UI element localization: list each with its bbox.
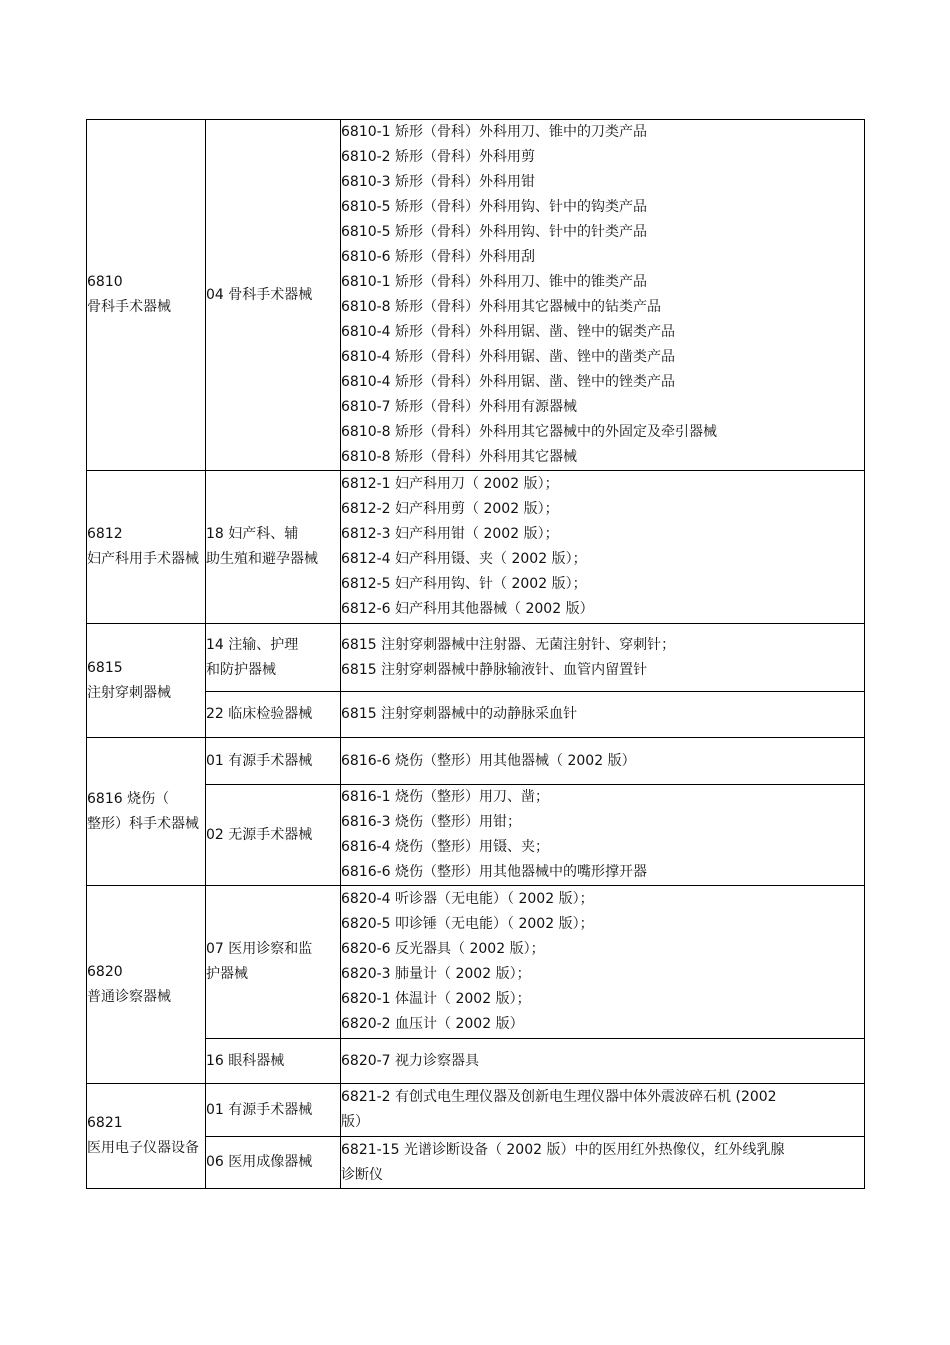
product-item: 6812-1 妇产科用刀（ 2002 版）； [341, 476, 559, 492]
product-item: 6812-5 妇产科用钩、针（ 2002 版）； [341, 576, 587, 592]
table-row [87, 471, 865, 624]
product-item: 6820-2 血压计（ 2002 版） [341, 1016, 524, 1032]
product-item: 6820-6 反光器具（ 2002 版）； [341, 941, 545, 957]
product-item: 6815 注射穿刺器械中静脉输液针、血管内留置针 [341, 661, 648, 678]
product-list-cell [341, 624, 865, 692]
table-row [87, 624, 865, 692]
subcategory-cell: 06 医用成像器械 [206, 1137, 341, 1189]
product-item: 6812-4 妇产科用镊、夹（ 2002 版）； [341, 551, 587, 567]
product-item: 6810-3 矫形（骨科）外科用钳 [341, 174, 536, 190]
product-item: 6810-8 矫形（骨科）外科用其它器械中的外固定及牵引器械 [341, 424, 718, 440]
product-item: 诊断仪 [341, 1166, 383, 1183]
product-list-cell [341, 738, 865, 785]
product-item: 6810-1 矫形（骨科）外科用刀、锥中的刀类产品 [341, 124, 648, 140]
product-item: 6820-4 听诊器（无电能）（ 2002 版）； [341, 891, 594, 907]
product-item: 6815 注射穿刺器械中的动静脉采血针 [341, 706, 578, 722]
product-item: 6821-2 有创式电生理仪器及创新电生理仪器中体外震波碎石机 (2002 [341, 1089, 777, 1105]
product-item: 6821-15 光谱诊断设备（ 2002 版）中的医用红外热像仪，红外线乳腺 [341, 1141, 785, 1158]
product-item: 6816-3 烧伤（整形）用钳； [341, 814, 522, 830]
product-item: 6816-4 烧伤（整形）用镊、夹； [341, 839, 550, 855]
category-cell: 6821 医用电子仪器设备 [87, 1084, 206, 1189]
subcategory-cell: 18 妇产科、辅 助生殖和避孕器械 [206, 471, 341, 624]
product-item: 6810-4 矫形（骨科）外科用锯、凿、锉中的凿类产品 [341, 349, 676, 365]
table-row [87, 738, 865, 785]
product-list-cell [341, 1137, 865, 1189]
product-item: 6810-4 矫形（骨科）外科用锯、凿、锉中的锯类产品 [341, 324, 676, 340]
product-list-cell [341, 120, 865, 471]
category-cell: 6820 普通诊察器械 [87, 886, 206, 1084]
product-item: 6810-8 矫形（骨科）外科用其它器械中的钻类产品 [341, 299, 662, 315]
category-cell: 6816 烧伤（ 整形）科手术器械 [87, 738, 206, 886]
product-item: 6820-3 肺量计（ 2002 版）； [341, 966, 531, 982]
category-cell: 6810 骨科手术器械 [87, 120, 206, 471]
product-item: 6812-2 妇产科用剪（ 2002 版）； [341, 501, 559, 517]
subcategory-cell: 16 眼科器械 [206, 1039, 341, 1084]
product-item: 6810-6 矫形（骨科）外科用刮 [341, 249, 536, 265]
product-item: 6815 注射穿刺器械中注射器、无菌注射针、穿刺针； [341, 636, 676, 653]
table-row [87, 1084, 865, 1137]
product-item: 6816-6 烧伤（整形）用其他器械（ 2002 版） [341, 752, 636, 769]
product-item: 6820-5 叩诊锤（无电能）（ 2002 版）； [341, 916, 594, 932]
product-item: 6810-8 矫形（骨科）外科用其它器械 [341, 449, 578, 465]
product-item: 6810-1 矫形（骨科）外科用刀、锥中的锥类产品 [341, 274, 648, 290]
subcategory-cell: 14 注输、护理 和防护器械 [206, 624, 341, 692]
product-item: 6816-6 烧伤（整形）用其他器械中的嘴形撑开器 [341, 864, 648, 880]
product-item: 版） [341, 1114, 369, 1130]
product-item: 6810-2 矫形（骨科）外科用剪 [341, 149, 536, 165]
product-item: 6812-3 妇产科用钳（ 2002 版）； [341, 526, 559, 542]
table-row [87, 120, 865, 471]
product-item: 6810-4 矫形（骨科）外科用锯、凿、锉中的锉类产品 [341, 374, 676, 390]
subcategory-cell: 04 骨科手术器械 [206, 120, 341, 471]
product-item: 6820-1 体温计（ 2002 版）； [341, 991, 531, 1007]
product-item: 6810-7 矫形（骨科）外科用有源器械 [341, 399, 578, 415]
product-list-cell [341, 886, 865, 1039]
table-row [87, 886, 865, 1039]
subcategory-cell: 01 有源手术器械 [206, 738, 341, 785]
category-cell: 6815 注射穿刺器械 [87, 624, 206, 738]
product-item: 6820-7 视力诊察器具 [341, 1052, 480, 1069]
subcategory-cell: 07 医用诊察和监 护器械 [206, 886, 341, 1039]
product-item: 6812-6 妇产科用其他器械（ 2002 版） [341, 601, 594, 617]
product-list-cell [341, 785, 865, 886]
product-item: 6810-5 矫形（骨科）外科用钩、针中的针类产品 [341, 224, 648, 240]
product-item: 6816-1 烧伤（整形）用刀、凿； [341, 789, 550, 805]
product-list-cell [341, 471, 865, 624]
device-classification-table [86, 119, 865, 1189]
product-list-cell [341, 1084, 865, 1137]
subcategory-cell: 02 无源手术器械 [206, 785, 341, 886]
product-list-cell [341, 692, 865, 738]
product-item: 6810-5 矫形（骨科）外科用钩、针中的钩类产品 [341, 199, 648, 215]
product-list-cell [341, 1039, 865, 1084]
subcategory-cell: 01 有源手术器械 [206, 1084, 341, 1137]
subcategory-cell: 22 临床检验器械 [206, 692, 341, 738]
category-cell: 6812 妇产科用手术器械 [87, 471, 206, 624]
